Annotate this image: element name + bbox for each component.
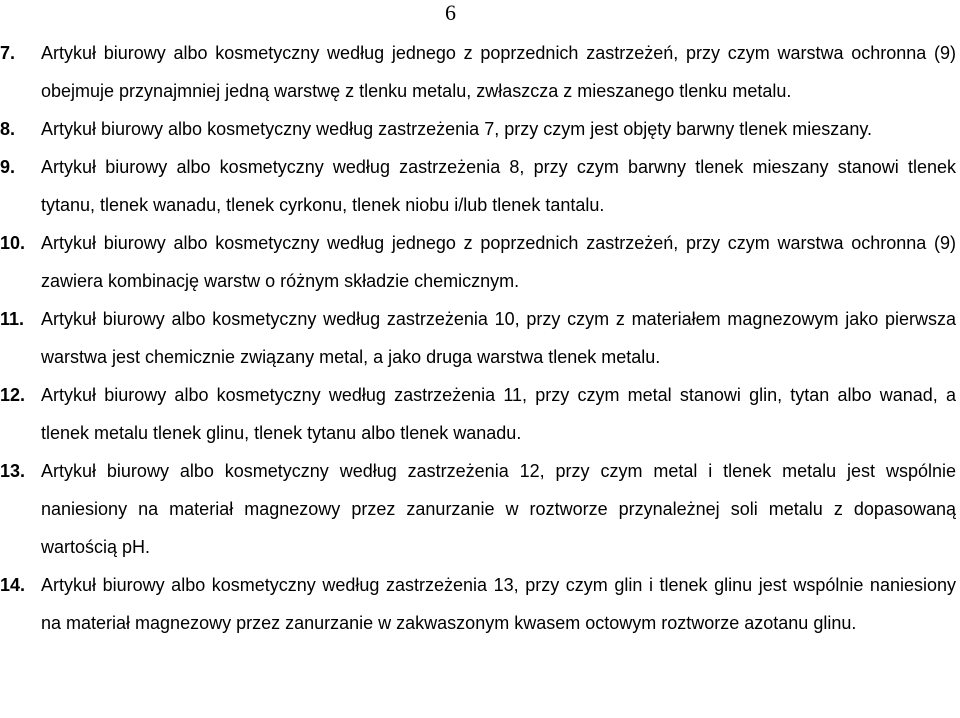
claim-14 (0, 566, 958, 642)
claim-number: 14. (0, 575, 26, 595)
claim-8 (0, 110, 958, 148)
claim-text: Artykuł biurowy albo kosmetyczny według jednego z poprzednich zastrzeżeń, przy czym warstwa ochronna (9) zawiera kombinację warstw o różnym składzie chemicznym. (41, 233, 956, 291)
claim-number: 13. (0, 461, 26, 481)
claims-list (0, 34, 958, 642)
claim-number: 9. (0, 157, 16, 177)
claim-9 (0, 148, 958, 224)
claim-text: Artykuł biurowy albo kosmetyczny według zastrzeżenia 12, przy czym metal i tlenek metalu jest wspólnie naniesiony na materiał magnezowy przez zanurzanie w roztworze przynależnej soli metalu z dopasowaną wartością pH. (41, 461, 956, 557)
claim-number: 8. (0, 119, 16, 139)
page-number: 6 (445, 0, 456, 25)
claim-number: 11. (0, 309, 25, 329)
claim-text: Artykuł biurowy albo kosmetyczny według zastrzeżenia 11, przy czym metal stanowi glin, tytan albo wanad, a tlenek metalu tlenek glinu, tlenek tytanu albo tlenek wanadu. (41, 385, 956, 443)
claim-number: 10. (0, 233, 26, 253)
claim-10 (0, 224, 958, 300)
claim-text: Artykuł biurowy albo kosmetyczny według zastrzeżenia 13, przy czym glin i tlenek glinu jest wspólnie naniesiony na materiał magnezowy przez zanurzanie w zakwaszonym kwasem octowym roztworze azotanu glinu. (41, 575, 956, 633)
claim-text: Artykuł biurowy albo kosmetyczny według zastrzeżenia 10, przy czym z materiałem magnezowym jako pierwsza warstwa jest chemicznie związany metal, a jako druga warstwa tlenek metalu. (41, 309, 956, 367)
claim-text: Artykuł biurowy albo kosmetyczny według zastrzeżenia 8, przy czym barwny tlenek mieszany stanowi tlenek tytanu, tlenek wanadu, tlenek cyrkonu, tlenek niobu i/lub tlenek tantalu. (41, 157, 956, 215)
claim-11 (0, 300, 958, 376)
claim-text: Artykuł biurowy albo kosmetyczny według jednego z poprzednich zastrzeżeń, przy czym warstwa ochronna (9) obejmuje przynajmniej jedną warstwę z tlenku metalu, zwłaszcza z mieszanego tlenku metalu. (41, 43, 956, 101)
claim-12 (0, 376, 958, 452)
claim-13 (0, 452, 958, 566)
claim-number: 7. (0, 43, 16, 63)
claim-7 (0, 34, 958, 110)
claim-text: Artykuł biurowy albo kosmetyczny według zastrzeżenia 7, przy czym jest objęty barwny tlenek mieszany. (41, 119, 872, 139)
claim-number: 12. (0, 385, 26, 405)
